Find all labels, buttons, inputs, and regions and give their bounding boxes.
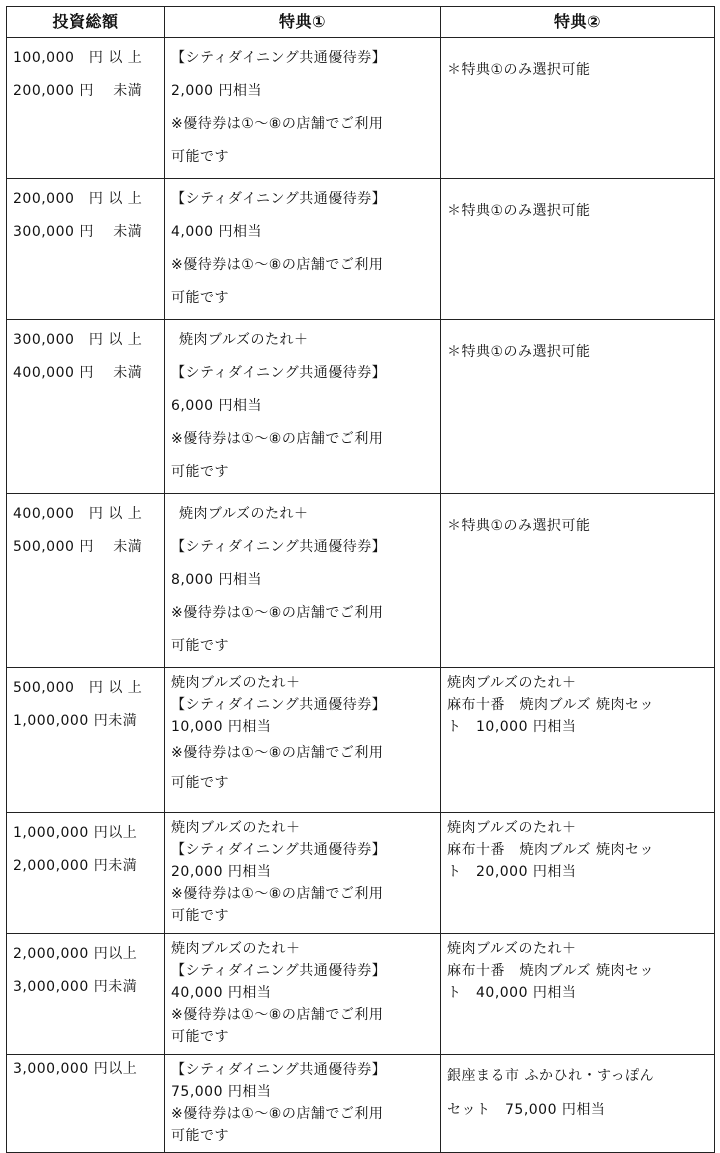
benefit1-line: ※優待券は①～⑧の店舗でご利用	[171, 605, 384, 621]
benefit2-line: 麻布十番 焼肉ブルズ 焼肉セッ	[447, 963, 654, 979]
benefit1-cell	[165, 1055, 441, 1153]
benefit1-line: 4,000 円相当	[171, 224, 263, 240]
benefit2-cell	[441, 1055, 715, 1153]
benefit2-line: 焼肉ブルズのたれ＋	[447, 820, 577, 836]
benefit1-line: ※優待券は①～⑧の店舗でご利用	[171, 1106, 384, 1122]
benefit2-line: ＊特典①のみ選択可能	[447, 518, 591, 534]
benefit1-line: 10,000 円相当	[171, 719, 272, 735]
benefit1-line: ※優待券は①～⑧の店舗でご利用	[171, 745, 384, 761]
amount-cell	[7, 494, 165, 668]
benefit2-line: 銀座まる市 ふかひれ・すっぽん	[447, 1068, 655, 1084]
benefit1-line: 【シティダイニング共通優待券】	[171, 842, 387, 858]
benefit2-line: 麻布十番 焼肉ブルズ 焼肉セッ	[447, 697, 654, 713]
amount-line: 400,000 円 以 上	[13, 506, 143, 522]
table-row	[7, 813, 715, 934]
benefit2-line: セット 75,000 円相当	[447, 1102, 606, 1118]
amount-line: 300,000 円 未満	[13, 224, 143, 240]
benefit1-line: 【シティダイニング共通優待券】	[171, 365, 387, 381]
amount-line: 200,000 円 未満	[13, 83, 143, 99]
benefit2-line: 焼肉ブルズのたれ＋	[447, 941, 577, 957]
amount-cell	[7, 179, 165, 320]
benefit1-cell	[165, 813, 441, 934]
benefit1-line: 75,000 円相当	[171, 1084, 272, 1100]
benefit2-line: 焼肉ブルズのたれ＋	[447, 675, 577, 691]
table-row	[7, 179, 715, 320]
benefit2-cell	[441, 38, 715, 179]
benefit1-cell	[165, 934, 441, 1055]
amount-cell	[7, 813, 165, 934]
benefit1-line: 可能です	[171, 775, 229, 791]
table-row	[7, 38, 715, 179]
table-row	[7, 668, 715, 813]
amount-cell	[7, 320, 165, 494]
benefit1-line: 可能です	[171, 1128, 229, 1144]
amount-line: 1,000,000 円未満	[13, 713, 138, 729]
benefit1-line: 焼肉ブルズのたれ＋	[171, 675, 301, 691]
benefit1-line: ※優待券は①～⑧の店舗でご利用	[171, 257, 384, 273]
benefit2-cell	[441, 668, 715, 813]
benefit1-line: 【シティダイニング共通優待券】	[171, 963, 387, 979]
benefit1-line: 焼肉ブルズのたれ＋	[179, 332, 309, 348]
benefits-table	[6, 6, 715, 1153]
benefit1-line: ※優待券は①～⑧の店舗でご利用	[171, 886, 384, 902]
amount-cell	[7, 934, 165, 1055]
benefit2-line: ＊特典①のみ選択可能	[447, 62, 591, 78]
benefit1-cell	[165, 320, 441, 494]
benefit1-cell	[165, 179, 441, 320]
benefit1-line: 可能です	[171, 290, 229, 306]
benefit1-line: 40,000 円相当	[171, 985, 272, 1001]
benefit1-line: ※優待券は①～⑧の店舗でご利用	[171, 116, 384, 132]
header-benefit-2: 特典②	[441, 7, 715, 38]
table-row	[7, 934, 715, 1055]
benefit2-line: ＊特典①のみ選択可能	[447, 203, 591, 219]
amount-line: 2,000,000 円未満	[13, 858, 138, 874]
benefit1-line: 20,000 円相当	[171, 864, 272, 880]
benefit1-cell	[165, 494, 441, 668]
benefit1-cell	[165, 38, 441, 179]
benefit1-line: 可能です	[171, 149, 229, 165]
benefit2-cell	[441, 813, 715, 934]
benefit2-cell	[441, 179, 715, 320]
header-investment-total: 投資総額	[7, 7, 165, 38]
benefit1-line: 可能です	[171, 464, 229, 480]
benefit2-cell	[441, 494, 715, 668]
benefit1-line: 焼肉ブルズのたれ＋	[179, 506, 309, 522]
benefit2-line: ト 40,000 円相当	[447, 985, 577, 1001]
benefit2-line: 麻布十番 焼肉ブルズ 焼肉セッ	[447, 842, 654, 858]
benefit1-line: ※優待券は①～⑧の店舗でご利用	[171, 431, 384, 447]
benefit1-line: 6,000 円相当	[171, 398, 263, 414]
header-benefit-1: 特典①	[165, 7, 441, 38]
amount-line: 500,000 円 以 上	[13, 680, 143, 696]
benefit1-line: 【シティダイニング共通優待券】	[171, 50, 387, 66]
benefit1-line: 可能です	[171, 638, 229, 654]
amount-line: 500,000 円 未満	[13, 539, 143, 555]
benefit2-line: ト 10,000 円相当	[447, 719, 577, 735]
benefit2-cell	[441, 934, 715, 1055]
header-row	[7, 7, 715, 38]
amount-line: 100,000 円 以 上	[13, 50, 143, 66]
table-row	[7, 1055, 715, 1153]
benefit1-line: 8,000 円相当	[171, 572, 263, 588]
benefit1-line: 2,000 円相当	[171, 83, 263, 99]
amount-line: 1,000,000 円以上	[13, 825, 138, 841]
benefit1-line: ※優待券は①～⑧の店舗でご利用	[171, 1007, 384, 1023]
table-row	[7, 494, 715, 668]
amount-cell	[7, 38, 165, 179]
benefit1-line: 可能です	[171, 908, 229, 924]
table-row	[7, 320, 715, 494]
amount-line: 200,000 円 以 上	[13, 191, 143, 207]
amount-cell	[7, 1055, 165, 1153]
amount-line: 2,000,000 円以上	[13, 946, 138, 962]
benefit1-line: 焼肉ブルズのたれ＋	[171, 941, 301, 957]
benefit2-line: ト 20,000 円相当	[447, 864, 577, 880]
benefit1-line: 焼肉ブルズのたれ＋	[171, 820, 301, 836]
amount-line: 400,000 円 未満	[13, 365, 143, 381]
benefit1-line: 【シティダイニング共通優待券】	[171, 191, 387, 207]
benefit1-line: 【シティダイニング共通優待券】	[171, 539, 387, 555]
amount-line: 300,000 円 以 上	[13, 332, 143, 348]
amount-cell	[7, 668, 165, 813]
benefit2-line: ＊特典①のみ選択可能	[447, 344, 591, 360]
amount-line: 3,000,000 円未満	[13, 979, 138, 995]
benefit1-line: 【シティダイニング共通優待券】	[171, 697, 387, 713]
benefit1-line: 【シティダイニング共通優待券】	[171, 1062, 387, 1078]
benefit2-cell	[441, 320, 715, 494]
benefit1-cell	[165, 668, 441, 813]
benefit1-line: 可能です	[171, 1029, 229, 1045]
amount-line: 3,000,000 円以上	[13, 1061, 138, 1077]
